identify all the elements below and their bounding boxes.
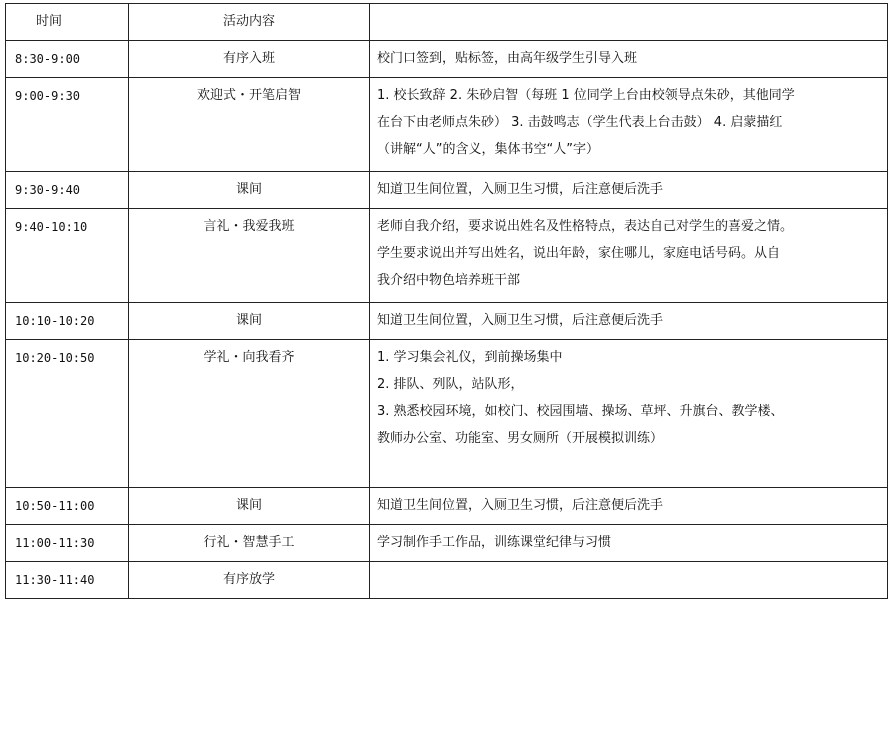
details-cell [370, 209, 888, 303]
table-row [6, 488, 888, 525]
activity-cell: 有序放学 [129, 562, 370, 599]
details-line: 知道卫生间位置，入厕卫生习惯，后注意便后洗手 [377, 498, 664, 513]
header-activity: 活动内容 [129, 4, 370, 41]
table-row [6, 562, 888, 599]
time-cell: 11:30-11:40 [6, 562, 129, 599]
table-row [6, 172, 888, 209]
details-line: 1. 校长致辞 2. 朱砂启智（每班 1 位同学上台由校领导点朱砂，其他同学 [377, 88, 795, 103]
activity-cell: 课间 [129, 488, 370, 525]
details-cell [370, 41, 888, 78]
activity-cell: 学礼・向我看齐 [129, 340, 370, 488]
table-header-row [6, 4, 888, 41]
details-cell [370, 78, 888, 172]
time-cell: 10:50-11:00 [6, 488, 129, 525]
schedule-table [5, 3, 888, 599]
header-details [370, 4, 888, 41]
time-cell: 9:30-9:40 [6, 172, 129, 209]
time-cell: 8:30-9:00 [6, 41, 129, 78]
details-line: 知道卫生间位置，入厕卫生习惯，后注意便后洗手 [377, 313, 664, 328]
details-line: 学习制作手工作品，训练课堂纪律与习惯 [377, 535, 612, 550]
details-cell [370, 303, 888, 340]
details-line: 2. 排队、列队，站队形， [377, 377, 524, 392]
table-row [6, 41, 888, 78]
activity-cell: 有序入班 [129, 41, 370, 78]
activity-cell: 课间 [129, 303, 370, 340]
time-cell: 9:00-9:30 [6, 78, 129, 172]
time-cell: 9:40-10:10 [6, 209, 129, 303]
details-line: 在台下由老师点朱砂） 3. 击鼓鸣志（学生代表上台击鼓） 4. 启蒙描红 [377, 115, 783, 130]
details-cell [370, 172, 888, 209]
table-row [6, 340, 888, 488]
table-row [6, 303, 888, 340]
activity-cell: 欢迎式・开笔启智 [129, 78, 370, 172]
details-line: 3. 熟悉校园环境，如校门、校园围墙、操场、草坪、升旗台、教学楼、 [377, 404, 784, 419]
schedule-table-body [6, 4, 888, 599]
details-cell [370, 488, 888, 525]
details-cell [370, 340, 888, 488]
details-line: 老师自我介绍，要求说出姓名及性格特点，表达自己对学生的喜爱之情。 [377, 219, 794, 234]
time-cell: 10:20-10:50 [6, 340, 129, 488]
details-line: 教师办公室、功能室、男女厕所（开展模拟训练） [377, 431, 664, 446]
details-line: 校门口签到，贴标签，由高年级学生引导入班 [377, 51, 638, 66]
details-cell [370, 562, 888, 599]
details-line: （讲解“人”的含义，集体书空“人”字） [377, 142, 599, 157]
activity-cell: 言礼・我爱我班 [129, 209, 370, 303]
table-row [6, 525, 888, 562]
time-cell: 11:00-11:30 [6, 525, 129, 562]
header-time: 时间 [6, 4, 129, 41]
table-row [6, 209, 888, 303]
table-row [6, 78, 888, 172]
details-line: 1. 学习集会礼仪，到前操场集中 [377, 350, 563, 365]
details-cell [370, 525, 888, 562]
activity-cell: 行礼・智慧手工 [129, 525, 370, 562]
details-line: 知道卫生间位置，入厕卫生习惯，后注意便后洗手 [377, 182, 664, 197]
activity-cell: 课间 [129, 172, 370, 209]
time-cell: 10:10-10:20 [6, 303, 129, 340]
details-line: 我介绍中物色培养班干部 [377, 273, 521, 288]
details-line: 学生要求说出并写出姓名，说出年龄，家住哪儿，家庭电话号码。从自 [377, 246, 781, 261]
